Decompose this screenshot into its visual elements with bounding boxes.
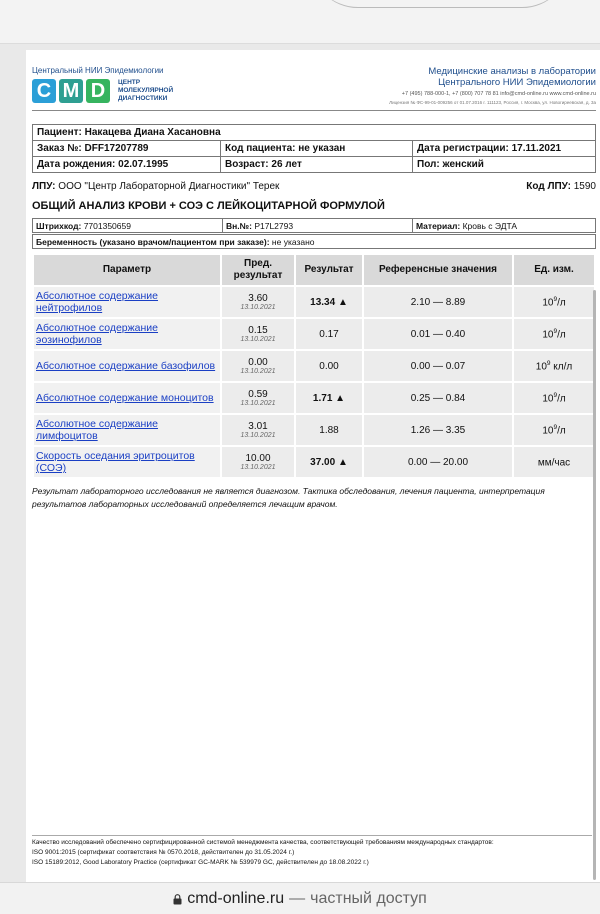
unit: $10^9/л$ (514, 319, 594, 349)
unit: $10^9/л$ (514, 415, 594, 445)
col-result: Результат (296, 255, 362, 285)
reference-range: 2.10 — 8.89 (364, 287, 512, 317)
result-value: 1.88 (296, 415, 362, 445)
result-value: 0.17 (296, 319, 362, 349)
scrollbar[interactable] (593, 290, 596, 880)
registration-date: Дата регистрации: 17.11.2021 (413, 141, 596, 157)
logo-letter-m: M (59, 79, 83, 103)
patient-age: Возраст: 26 лет (221, 157, 413, 173)
result-value: 13.34 ▲ (296, 287, 362, 317)
col-unit: Ед. изм. (514, 255, 594, 285)
birth-date: Дата рождения: 02.07.1995 (33, 157, 221, 173)
contacts-line: +7 (495) 788-000-1, +7 (800) 707 78 81 info@cmd-online.ru www.cmd-online.ru (401, 91, 596, 97)
reference-range: 0.00 — 20.00 (364, 447, 512, 477)
previous-result: 3.01 13.10.2021 (222, 415, 294, 445)
table-row (34, 351, 594, 381)
parameter-link[interactable]: Абсолютное содержание нейтрофилов (34, 287, 220, 317)
col-reference: Референсные значения (364, 255, 512, 285)
table-row (34, 287, 594, 317)
logo-letter-c: C (32, 79, 56, 103)
patient-info-table (32, 124, 596, 173)
unit: мм/час (514, 447, 594, 477)
previous-result: 0.15 13.10.2021 (222, 319, 294, 349)
private-status: частный доступ (310, 889, 427, 907)
header-right-title: Медицинские анализы в лаборатории Центрального НИИ Эпидемиологии (428, 66, 596, 88)
quality-footer: Качество исследований обеспечено сертифицированной системой менеджмента качества, соответствующей требованиям международных стандартов: ISO 9001:2015 (сертификат соответствия № 0570.2018, действителен до 31.05.2024 г.) ISO 15189:2012, Good Laboratory Practice (сертификат GC-MARK № 539979 GC, действителен до 18.08.2022 г.) (32, 835, 592, 868)
cmd-logo (32, 79, 110, 103)
table-row (34, 447, 594, 477)
result-value: 37.00 ▲ (296, 447, 362, 477)
result-value: 0.00 (296, 351, 362, 381)
pregnancy-info: Беременность (указано врачом/пациентом при заказе): не указано (32, 234, 596, 249)
address-bar[interactable] (0, 882, 600, 914)
lab-report-page (26, 50, 600, 882)
parameter-link[interactable]: Абсолютное содержание моноцитов (34, 383, 220, 413)
patient-name: Пациент: Накацева Диана Хасановна (33, 125, 596, 141)
material: Кровь с ЭДТА (462, 220, 518, 231)
lpu-code: 1590 (573, 181, 596, 192)
previous-result: 0.59 13.10.2021 (222, 383, 294, 413)
reference-range: 0.00 — 0.07 (364, 351, 512, 381)
table-row (34, 383, 594, 413)
lpu-row: ЛПУ: ООО "Центр Лабораторной Диагностики" Терек Код ЛПУ: 1590 (32, 181, 596, 192)
lock-icon (173, 894, 182, 905)
previous-result: 3.60 13.10.2021 (222, 287, 294, 317)
pregnancy-value: не указано (271, 236, 315, 247)
results-table (32, 253, 596, 479)
analysis-title: ОБЩИЙ АНАЛИЗ КРОВИ + СОЭ С ЛЕЙКОЦИТАРНОЙ ФОРМУЛОЙ (32, 200, 385, 212)
table-row (34, 415, 594, 445)
parameter-link[interactable]: Скорость оседания эритроцитов (СОЭ) (34, 447, 220, 477)
logo-caption: ЦЕНТР МОЛЕКУЛЯРНОЙ ДИАГНОСТИКИ (118, 79, 174, 102)
decorative-arc (310, 0, 570, 8)
header-divider (32, 110, 596, 111)
reference-range: 0.25 — 0.84 (364, 383, 512, 413)
barcode: 7701350659 (83, 220, 131, 231)
reference-range: 0.01 — 0.40 (364, 319, 512, 349)
internal-number: P17L2793 (254, 220, 294, 231)
domain-text: cmd-online.ru (187, 889, 285, 907)
unit: $10^9$ кл/л (514, 351, 594, 381)
lpu-name: ООО "Центр Лабораторной Диагностики" Терек (58, 181, 280, 192)
patient-code: Код пациента: не указан (221, 141, 413, 157)
parameter-link[interactable]: Абсолютное содержание базофилов (34, 351, 220, 381)
logo-letter-d: D (86, 79, 110, 103)
separator: — (289, 889, 306, 907)
unit: $10^9/л$ (514, 287, 594, 317)
parameter-link[interactable]: Абсолютное содержание лимфоцитов (34, 415, 220, 445)
col-parameter: Параметр (34, 255, 220, 285)
license-line: Лицензия № ФС-99-01-009256 от 01.07.2016 г. 111123, Россия, г. Москва, ул. Новогиреевская, д. 3а (389, 100, 596, 105)
previous-result: 0.00 13.10.2021 (222, 351, 294, 381)
table-row (34, 319, 594, 349)
result-value: 1.71 ▲ (296, 383, 362, 413)
order-number: Заказ №: DFF17207789 (33, 141, 221, 157)
browser-top-area (0, 0, 600, 44)
sample-info: Штрихкод: 7701350659 Вн.№: P17L2793 Материал: Кровь с ЭДТА (32, 218, 596, 233)
col-previous: Пред. результат (222, 255, 294, 285)
reference-range: 1.26 — 3.35 (364, 415, 512, 445)
org-name: Центральный НИИ Эпидемиологии (32, 66, 164, 75)
unit: $10^9/л$ (514, 383, 594, 413)
disclaimer: Результат лабораторного исследования не является диагнозом. Тактика обследования, лечения пациента, интерпретация результатов лабораторных исследований определяется лечащим врачом. (32, 486, 545, 509)
previous-result: 10.00 13.10.2021 (222, 447, 294, 477)
patient-sex: Пол: женский (413, 157, 596, 173)
parameter-link[interactable]: Абсолютное содержание эозинофилов (34, 319, 220, 349)
